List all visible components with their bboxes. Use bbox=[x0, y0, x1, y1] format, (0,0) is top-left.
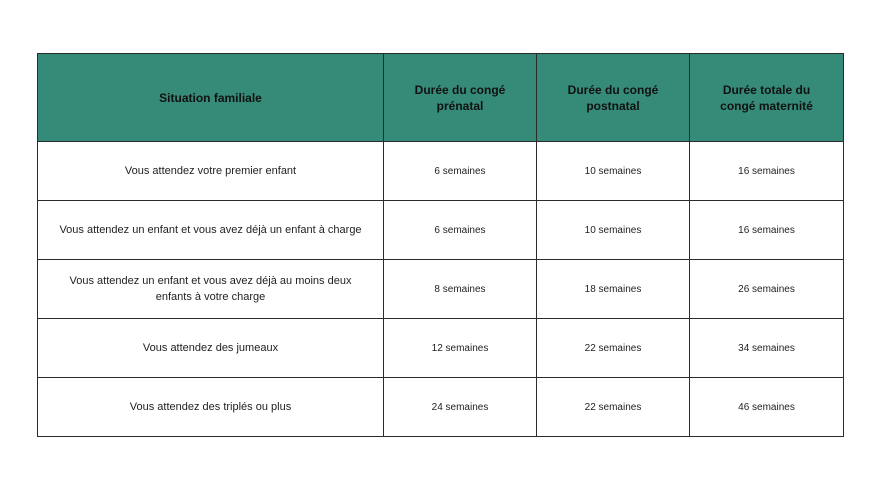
cell-postnatal: 22 semaines bbox=[537, 378, 690, 437]
cell-total: 16 semaines bbox=[690, 142, 844, 201]
cell-situation: Vous attendez des triplés ou plus bbox=[38, 378, 384, 437]
cell-situation: Vous attendez un enfant et vous avez déjà au moins deux enfants à votre charge bbox=[38, 260, 384, 319]
cell-total: 16 semaines bbox=[690, 201, 844, 260]
table-row bbox=[38, 319, 844, 378]
cell-situation: Vous attendez un enfant et vous avez déjà un enfant à charge bbox=[38, 201, 384, 260]
table-row bbox=[38, 201, 844, 260]
table-header-row bbox=[38, 54, 844, 142]
cell-postnatal: 18 semaines bbox=[537, 260, 690, 319]
cell-situation: Vous attendez des jumeaux bbox=[38, 319, 384, 378]
header-situation-familiale: Situation familiale bbox=[38, 54, 384, 142]
cell-prenatal: 12 semaines bbox=[384, 319, 537, 378]
cell-total: 34 semaines bbox=[690, 319, 844, 378]
header-duree-conge-postnatal: Durée du congé postnatal bbox=[537, 54, 690, 142]
maternity-leave-table-container bbox=[37, 53, 843, 437]
cell-prenatal: 6 semaines bbox=[384, 142, 537, 201]
table-row bbox=[38, 142, 844, 201]
cell-postnatal: 10 semaines bbox=[537, 142, 690, 201]
cell-prenatal: 8 semaines bbox=[384, 260, 537, 319]
cell-prenatal: 24 semaines bbox=[384, 378, 537, 437]
cell-total: 26 semaines bbox=[690, 260, 844, 319]
cell-situation: Vous attendez votre premier enfant bbox=[38, 142, 384, 201]
cell-prenatal: 6 semaines bbox=[384, 201, 537, 260]
cell-postnatal: 10 semaines bbox=[537, 201, 690, 260]
cell-total: 46 semaines bbox=[690, 378, 844, 437]
table-row bbox=[38, 260, 844, 319]
cell-postnatal: 22 semaines bbox=[537, 319, 690, 378]
header-duree-conge-prenatal: Durée du congé prénatal bbox=[384, 54, 537, 142]
header-duree-totale: Durée totale du congé maternité bbox=[690, 54, 844, 142]
table-row bbox=[38, 378, 844, 437]
maternity-leave-table bbox=[37, 53, 844, 437]
